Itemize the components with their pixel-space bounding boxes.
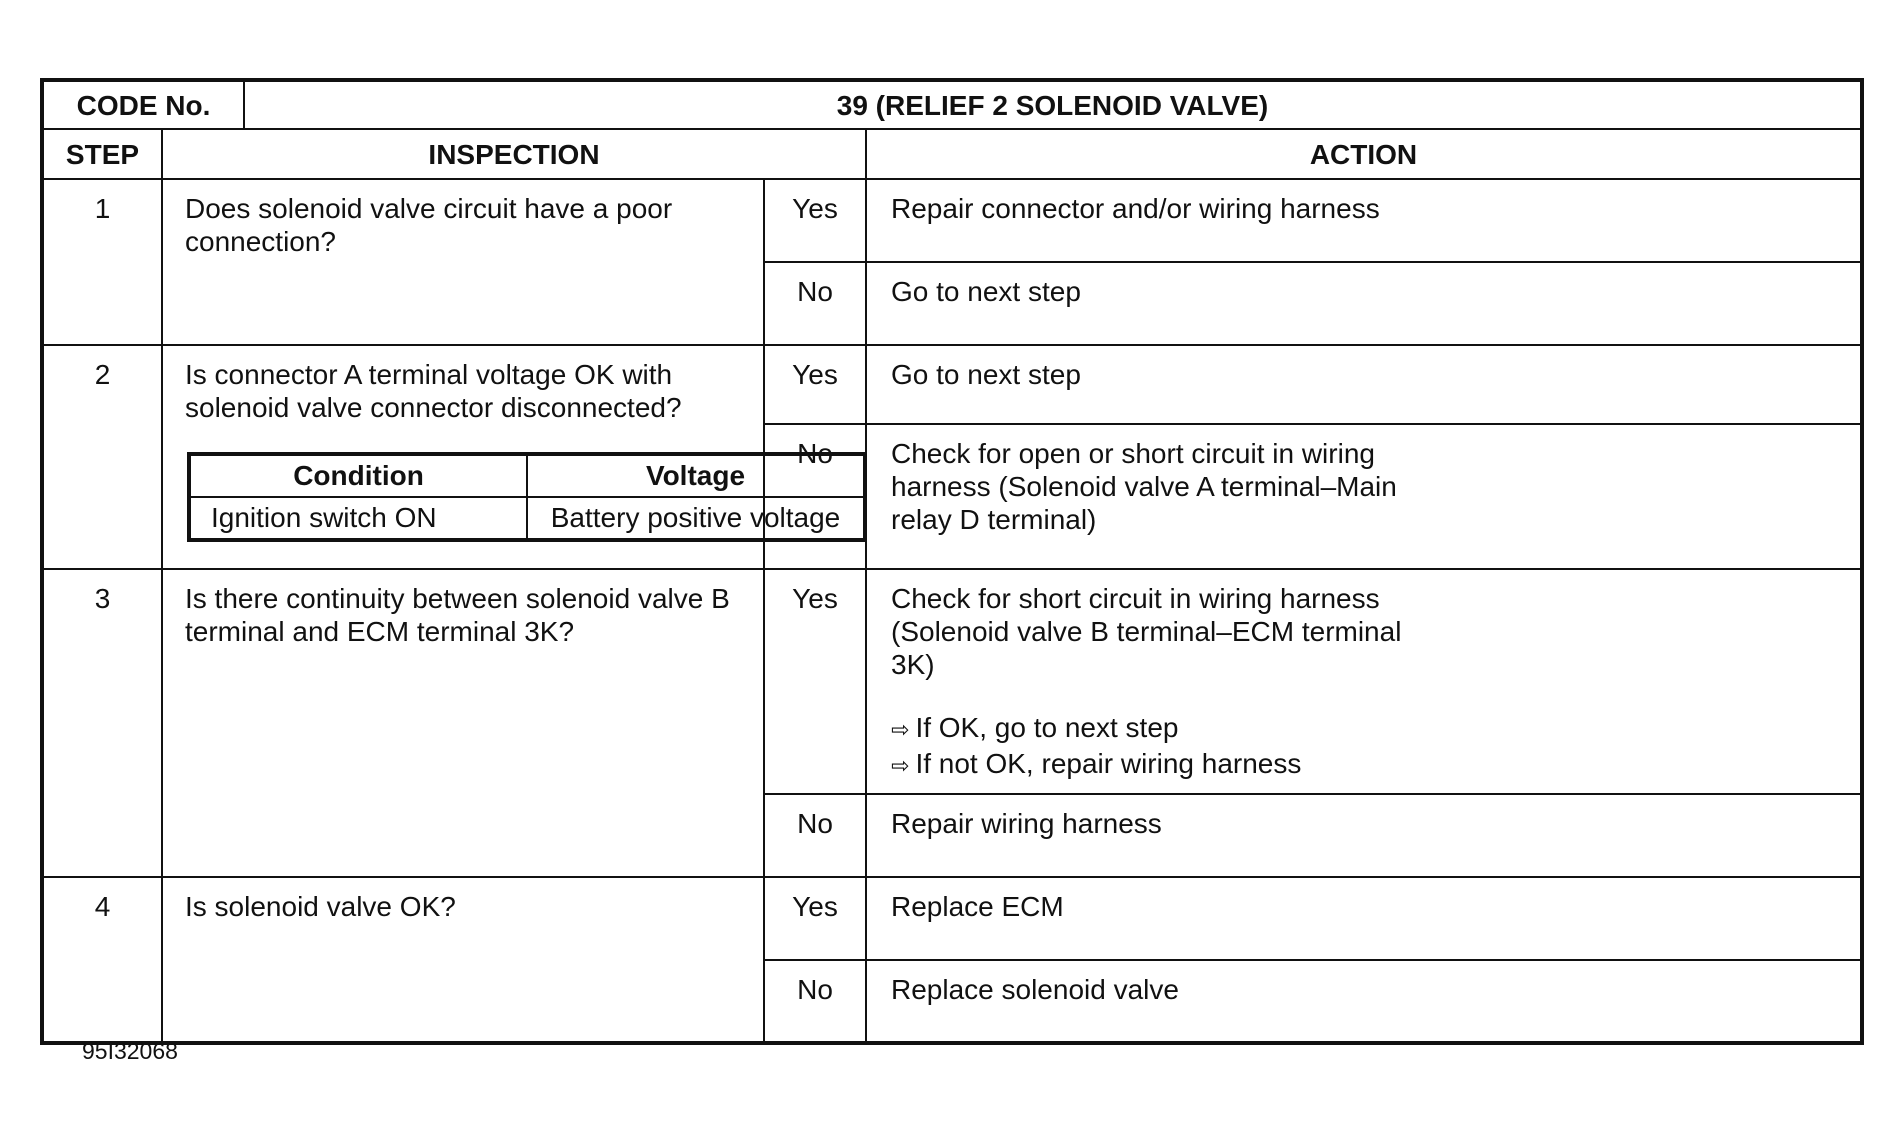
step-number: 3: [42, 569, 162, 877]
inspection-question: Is there continuity between solenoid valve B terminal and ECM terminal 3K?: [162, 569, 764, 877]
diagnostic-table-document: [40, 78, 1860, 1045]
no-label: No: [764, 424, 866, 569]
condition-header: Condition: [189, 454, 527, 497]
voltage-value: Battery positive voltage: [527, 497, 865, 540]
yes-action: [866, 877, 1862, 960]
yes-label: Yes: [764, 179, 866, 262]
yes-label: Yes: [764, 569, 866, 794]
figure-id: 95I32068: [82, 1038, 178, 1064]
no-action-text: Go to next step: [891, 276, 1081, 307]
arrow-right-icon: ⇨: [891, 754, 910, 779]
yes-label: Yes: [764, 345, 866, 424]
arrow-right-icon: ⇨: [891, 718, 910, 743]
inspection-column-header: INSPECTION: [162, 129, 866, 179]
no-action: [866, 960, 1862, 1043]
subtable-row: [189, 497, 865, 540]
no-label: No: [764, 262, 866, 345]
bullet-item: ⇨ If not OK, repair wiring harness: [891, 748, 1302, 779]
code-header-row: [42, 80, 1862, 129]
yes-action-text: Repair connector and/or wiring harness: [891, 193, 1380, 224]
yes-action-text: Replace ECM: [891, 891, 1064, 922]
step-column-header: STEP: [42, 129, 162, 179]
no-action-text: Check for open or short circuit in wiring harness (Solenoid valve A terminal–Main relay D terminal): [891, 438, 1397, 535]
code-title: 39 (RELIEF 2 SOLENOID VALVE): [244, 80, 1862, 129]
step-2-yes-row: [42, 345, 1862, 424]
step-number: 2: [42, 345, 162, 569]
yes-action: [866, 569, 1862, 794]
no-action-text: Repair wiring harness: [891, 808, 1162, 839]
inspection-question: Does solenoid valve circuit have a poor connection?: [162, 179, 764, 345]
no-action: [866, 262, 1862, 345]
step-4-yes-row: [42, 877, 1862, 960]
no-action: [866, 424, 1862, 569]
inspection-question: Is solenoid valve OK?: [162, 877, 764, 1043]
no-label: No: [764, 794, 866, 877]
column-header-row: [42, 129, 1862, 179]
yes-action: [866, 179, 1862, 262]
no-action: [866, 794, 1862, 877]
no-label: No: [764, 960, 866, 1043]
step-3-yes-row: [42, 569, 1862, 794]
diagnostic-table: [40, 78, 1864, 1045]
step-1-yes-row: [42, 179, 1862, 262]
inspection-question: Is connector A terminal voltage OK with solenoid valve connector disconnected?: [185, 359, 682, 423]
step-number: 1: [42, 179, 162, 345]
condition-value: Ignition switch ON: [189, 497, 527, 540]
yes-action-text: Check for short circuit in wiring harness (Solenoid valve B terminal–ECM terminal 3K): [891, 583, 1402, 680]
no-action-text: Replace solenoid valve: [891, 974, 1179, 1005]
bullet-item: ⇨ If OK, go to next step: [891, 712, 1179, 743]
yes-action: [866, 345, 1862, 424]
code-label: CODE No.: [42, 80, 244, 129]
yes-label: Yes: [764, 877, 866, 960]
action-column-header: ACTION: [866, 129, 1862, 179]
voltage-header: Voltage: [527, 454, 865, 497]
step-number: 4: [42, 877, 162, 1043]
yes-action-text: Go to next step: [891, 359, 1081, 390]
action-bullets: [891, 711, 1836, 783]
